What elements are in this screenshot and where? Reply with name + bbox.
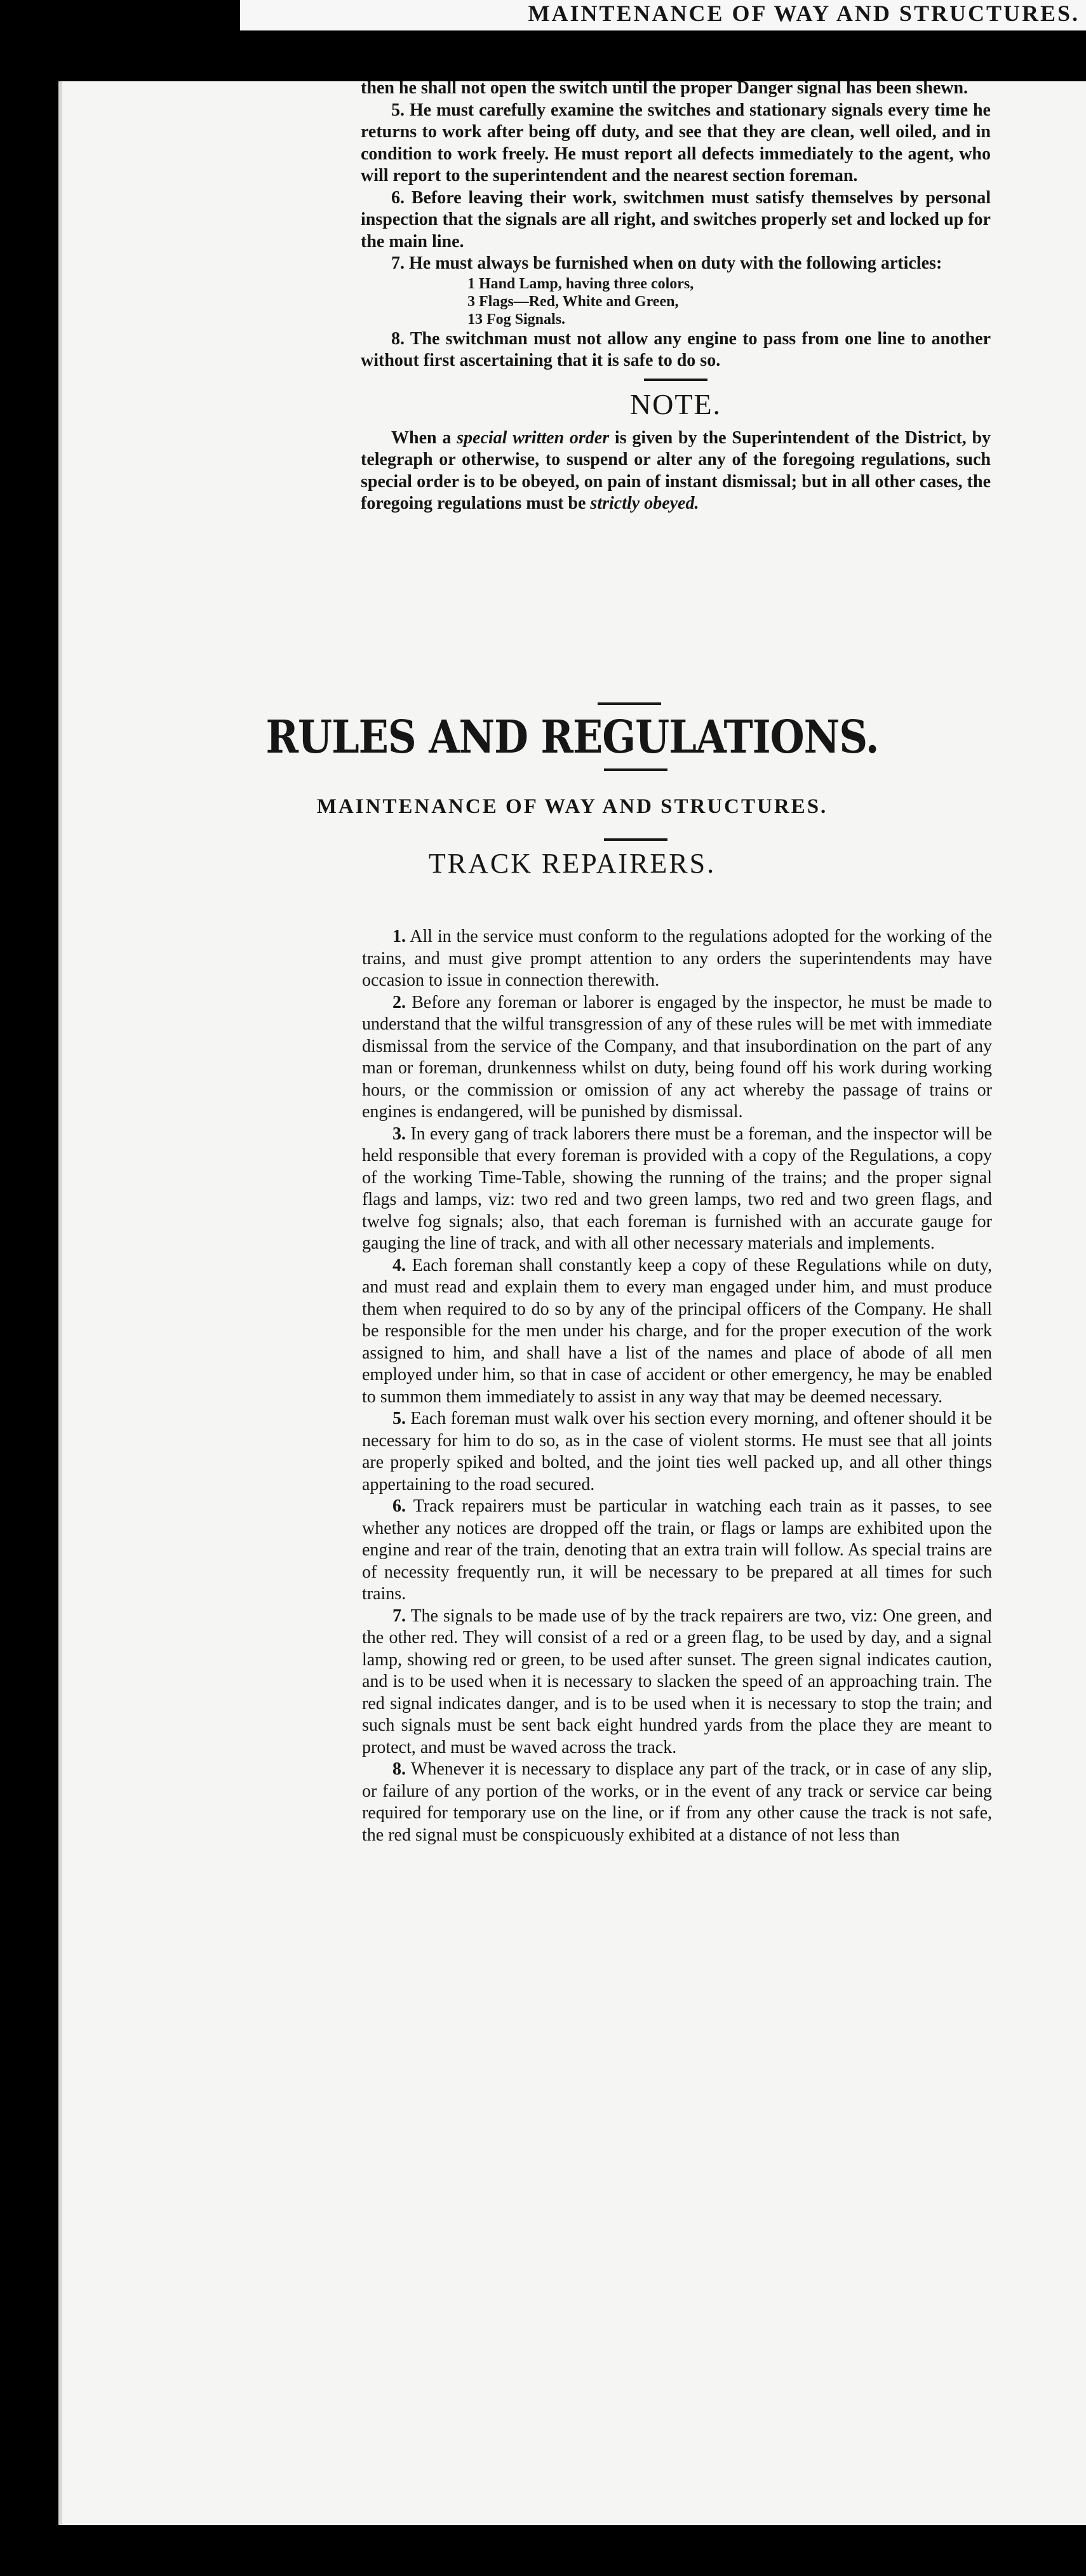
top-header-strip (240, 0, 1086, 30)
rule-number: 7. (391, 253, 405, 273)
track-rule-7 (362, 1606, 992, 1759)
track-rule-1 (362, 926, 992, 992)
switch-rule-8 (361, 328, 991, 372)
rule-number: 5. (391, 100, 405, 120)
page-edge (58, 81, 62, 2525)
continuation-text: then he shall not open the switch until the proper Danger signal has been shewn. (361, 81, 969, 98)
rule-text: Before leaving their work, switchmen must satisfy themselves by personal inspection that the signals are all right, and switches properly set and locked up for the main line. (361, 187, 991, 252)
document-page (58, 81, 1086, 2525)
track-rule-2 (362, 992, 992, 1124)
switch-rule-5 (361, 100, 991, 187)
running-header: MAINTENANCE OF WAY AND STRUCTURES. (528, 1, 1080, 26)
note-text (361, 427, 991, 515)
rule-text: The signals to be made use of by the track repairers are two, viz: One green, and the other red. They will consist of a red or a green flag, to be used by day, and a signal lamp, showing red or green, to be used after sunset. The green signal indicates caution, and is to be used when it is necessary to slacken the speed of an approaching train. The red signal indicates danger, and is to be used when it is necessary to stop the train; and such signals must be sent back eight hundred yards from the place they are meant to protect, and must be waved across the track. (362, 1606, 992, 1757)
rule-text: The switchman must not allow any engine to pass from one line to another without first ascertaining that it is safe to do so. (361, 328, 991, 370)
note-emphasis: special written order (457, 427, 610, 448)
rule-number: 1. (392, 927, 406, 946)
rule-text: Each foreman shall constantly keep a copy of these Regulations while on duty, and must read and explain them to every man engaged under him, and must produce them when required to do so by any of the principal officers of the Company. He shall be responsible for the men under his charge, and for the proper execution of the work assigned to him, and shall have a list of the names and place of abode of all men employed under him, so that in case of accident or other emergency, he may be enabled to summon them immediately to assist in any way that may be deemed necessary. (362, 1255, 993, 1407)
rule-text: Whenever it is necessary to displace any part of the track, or in case of any slip, or failure of any portion of the works, or in the event of any track or service car being required for temporary use on the line, or if from any other cause the track is not safe, the red signal must be conspicuously exhibited at a distance of not less than (362, 1759, 992, 1845)
divider-rule (644, 379, 707, 381)
articles-list (467, 275, 991, 328)
top-section (361, 81, 991, 515)
divider-rule (598, 702, 661, 705)
rule-text: Before any foreman or laborer is engaged by the inspector, he must be made to understand that the wilful transgression of any of these rules will be met with immediate dismissal from the service of the Company, and that insubordination on the part of any man or foreman, drunkenness whilst on duty, being found off his work during working hours, or the commission or omission of any act whereby the passage of trains or engines is endangered, will be punished by dismissal. (362, 992, 993, 1122)
article-item: 3 Flags—Red, White and Green, (467, 293, 679, 310)
track-rule-8 (362, 1759, 992, 1846)
track-rule-4 (362, 1255, 992, 1409)
rules-heading: RULES AND REGULATIONS. (265, 710, 879, 764)
rule-text: Each foreman must walk over his section every morning, and oftener should it be necessary for him to do so, as in the case of violent storms. He must see that all joints are properly spiked and bolted, and the joint ties well packed up, and all other things appertaining to the road secured. (362, 1409, 992, 1494)
rule-number: 6. (392, 1496, 406, 1516)
track-rule-3 (362, 1124, 992, 1255)
rule-number: 8. (392, 1759, 406, 1779)
rule-number: 2. (392, 992, 406, 1012)
rule-number: 6. (391, 187, 405, 208)
divider-rule (604, 768, 667, 771)
rule-text: Track repairers must be particular in watching each train as it passes, to see whether any notices are dropped off the train, or flags or lamps are exhibited upon the engine and rear of the train, denoting that an extra train will follow. As special trains are of necessity frequently run, it will be necessary to be prepared at all times for such trains. (362, 1496, 992, 1604)
rule-number: 7. (392, 1606, 406, 1626)
divider-rule (604, 838, 667, 841)
rule-text: He must always be furnished when on duty with the following articles: (409, 253, 942, 273)
track-rule-6 (362, 1496, 992, 1606)
rule-text: In every gang of track laborers there must be a foreman, and the inspector will be held responsible that every foreman is provided with a copy of the Regulations, a copy of the working Time-Table, showing the running of the trains; and the proper signal flags and lamps, viz: two red and two green lamps, two red and two green flags, and twelve fog signals; also, that each foreman is furnished with an accurate gauge for gauging the line of track, and with all other necessary materials and implements. (362, 1124, 993, 1253)
maintenance-heading: MAINTENANCE OF WAY AND STRUCTURES. (316, 795, 828, 818)
rule-number: 3. (392, 1124, 406, 1144)
rule-number: 4. (392, 1255, 406, 1275)
rule-text: All in the service must conform to the regulations adopted for the working of the trains, and must give prompt attention to any orders the superintendents may have occasion to issue in connection therewith. (362, 927, 992, 990)
note-text-part: is given by the Superintendent of the District, by telegraph or otherwise, to suspend or alter any of the foregoing regulations, such special order is to be obeyed, on pain of instant dismissal; but in all other cases, the foregoing regulations must be (361, 427, 991, 513)
note-heading: NOTE. (629, 387, 722, 420)
note-text-part: When a (391, 427, 452, 448)
article-item: 13 Fog Signals. (467, 311, 566, 328)
rule-number: 5. (392, 1409, 406, 1428)
rule-number: 8. (391, 328, 405, 349)
article-item: 1 Hand Lamp, having three colors, (467, 275, 694, 292)
track-rule-5 (362, 1408, 992, 1496)
track-rules (362, 926, 992, 1846)
track-repairers-heading: TRACK REPAIRERS. (428, 848, 716, 879)
note-emphasis: strictly obeyed. (590, 493, 699, 513)
switch-rule-7 (361, 253, 991, 275)
switch-rule-6 (361, 187, 991, 253)
rule-text: He must carefully examine the switches and stationary signals every time he returns to work after being off duty, and see that they are clean, well oiled, and in condition to work freely. He must report all defects immediately to the agent, who will report to the superintendent and the nearest section foreman. (361, 100, 991, 185)
